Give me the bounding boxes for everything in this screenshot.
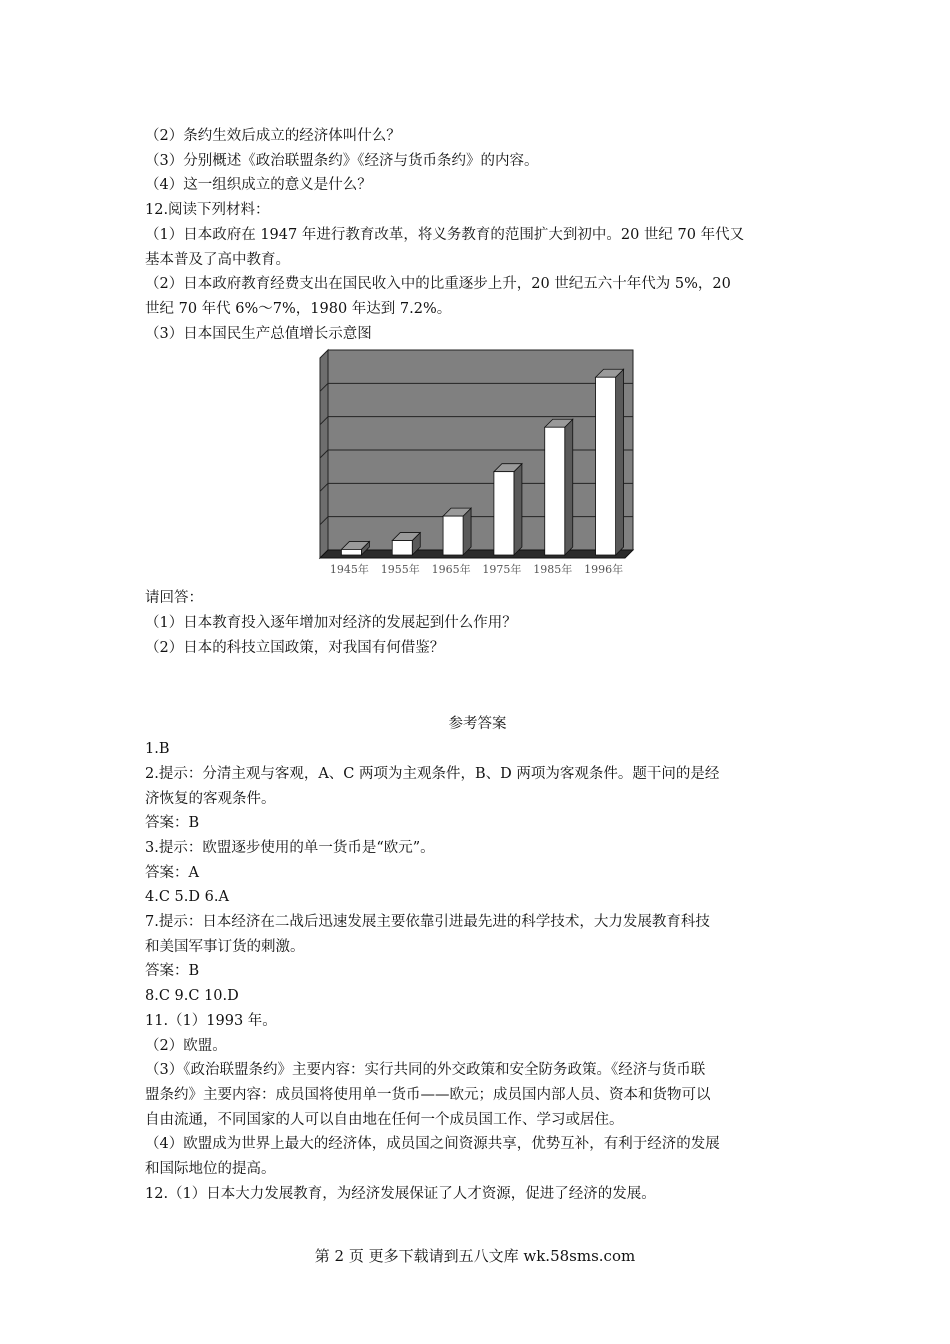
x-tick-label: 1985年 — [533, 563, 573, 577]
answer-line: 8.C 9.C 10.D — [145, 988, 239, 1005]
answer-line: 7.提示：日本经济在二战后迅速发展主要依靠引进最先进的科学技术，大力发展教育科技 — [145, 914, 710, 931]
page-footer: 第 2 页 更多下载请到五八文库 wk.58sms.com — [314, 1247, 636, 1265]
x-tick-label: 1955年 — [380, 563, 420, 577]
answer-line: 4.C 5.D 6.A — [145, 889, 229, 906]
question-11-2: （2）条约生效后成立的经济体叫什么？ — [145, 128, 401, 144]
answer-line: 济恢复的客观条件。 — [145, 790, 276, 807]
answer-line: 自由流通，不同国家的人可以自由地在任何一个成员国工作、学习或居住。 — [145, 1111, 624, 1128]
chart-floor — [320, 550, 633, 558]
answer-line: 2.提示：分清主观与客观，A、C 两项为主观条件，B、D 两项为客观条件。题干问的是经 — [145, 765, 720, 782]
material-1-line-2: 基本普及了高中教育。 — [145, 251, 290, 268]
answer-line: 11.（1）1993 年。 — [145, 1012, 277, 1029]
bar — [494, 472, 514, 555]
answer-line: 和国际地位的提高。 — [145, 1161, 276, 1178]
bar-side — [616, 370, 624, 556]
bar — [341, 550, 361, 556]
answer-line: （4）欧盟成为世界上最大的经济体，成员国之间资源共享，优势互补，有利于经济的发展 — [145, 1136, 720, 1153]
answer-line: （3）《政治联盟条约》主要内容：实行共同的外交政策和安全防务政策。《经济与货币联 — [145, 1062, 706, 1079]
answers-list — [145, 737, 810, 1206]
question-12-ask-1: （1）日本教育投入逐年增加对经济的发展起到什么作用？ — [145, 615, 517, 632]
answer-line: 和美国军事订货的刺激。 — [145, 938, 305, 955]
answer-line: 12.（1）日本大力发展教育，为经济发展保证了人才资源，促进了经济的发展。 — [145, 1185, 656, 1202]
answer-line: 盟条约》主要内容：成员国将使用单一货币——欧元；成员国内部人员、资本和货物可以 — [145, 1086, 711, 1103]
bar — [392, 541, 412, 555]
question-12-ask: 请回答： — [145, 590, 203, 607]
answer-line: 3.提示：欧盟逐步使用的单一货币是“欧元”。 — [145, 839, 435, 856]
x-tick-label: 1975年 — [482, 563, 522, 577]
x-tick-label: 1945年 — [329, 563, 369, 577]
material-3-title: （3）日本国民生产总值增长示意图 — [145, 325, 372, 342]
x-tick-label: 1996年 — [584, 563, 624, 577]
bar — [545, 428, 565, 556]
gdp-bar-chart — [315, 348, 635, 580]
bar-side — [565, 420, 573, 556]
bar — [443, 516, 463, 555]
material-1-line-1: （1）日本政府在 1947 年进行教育改革，将义务教育的范围扩大到初中。20 世纪 70 年代又 — [145, 226, 745, 243]
bar-side — [514, 464, 522, 555]
answer-line: （2）欧盟。 — [145, 1037, 227, 1054]
document-page — [145, 124, 810, 1207]
answer-line: 1.B — [145, 741, 170, 758]
bar — [596, 378, 616, 556]
question-11-3: （3）分别概述《政治联盟条约》《经济与货币条约》的内容。 — [145, 152, 539, 169]
answer-line: 答案：A — [145, 864, 199, 881]
material-2-line-2: 世纪 70 年代 6%～7%，1980 年达到 7.2%。 — [145, 300, 452, 317]
x-tick-label: 1965年 — [431, 563, 471, 577]
question-11-4: （4）这一组织成立的意义是什么？ — [145, 177, 372, 194]
answer-line: 答案：B — [145, 963, 200, 980]
question-12-ask-2: （2）日本的科技立国政策，对我国有何借鉴？ — [145, 639, 445, 656]
answers-title: 参考答案 — [448, 716, 507, 733]
question-12-title: 12.阅读下列材料： — [145, 202, 270, 219]
answer-line: 答案：B — [145, 815, 200, 832]
gdp-chart-container — [145, 348, 810, 580]
material-2-line-1: （2）日本政府教育经费支出在国民收入中的比重逐步上升，20 世纪五六十年代为 5%，20 — [145, 276, 731, 293]
